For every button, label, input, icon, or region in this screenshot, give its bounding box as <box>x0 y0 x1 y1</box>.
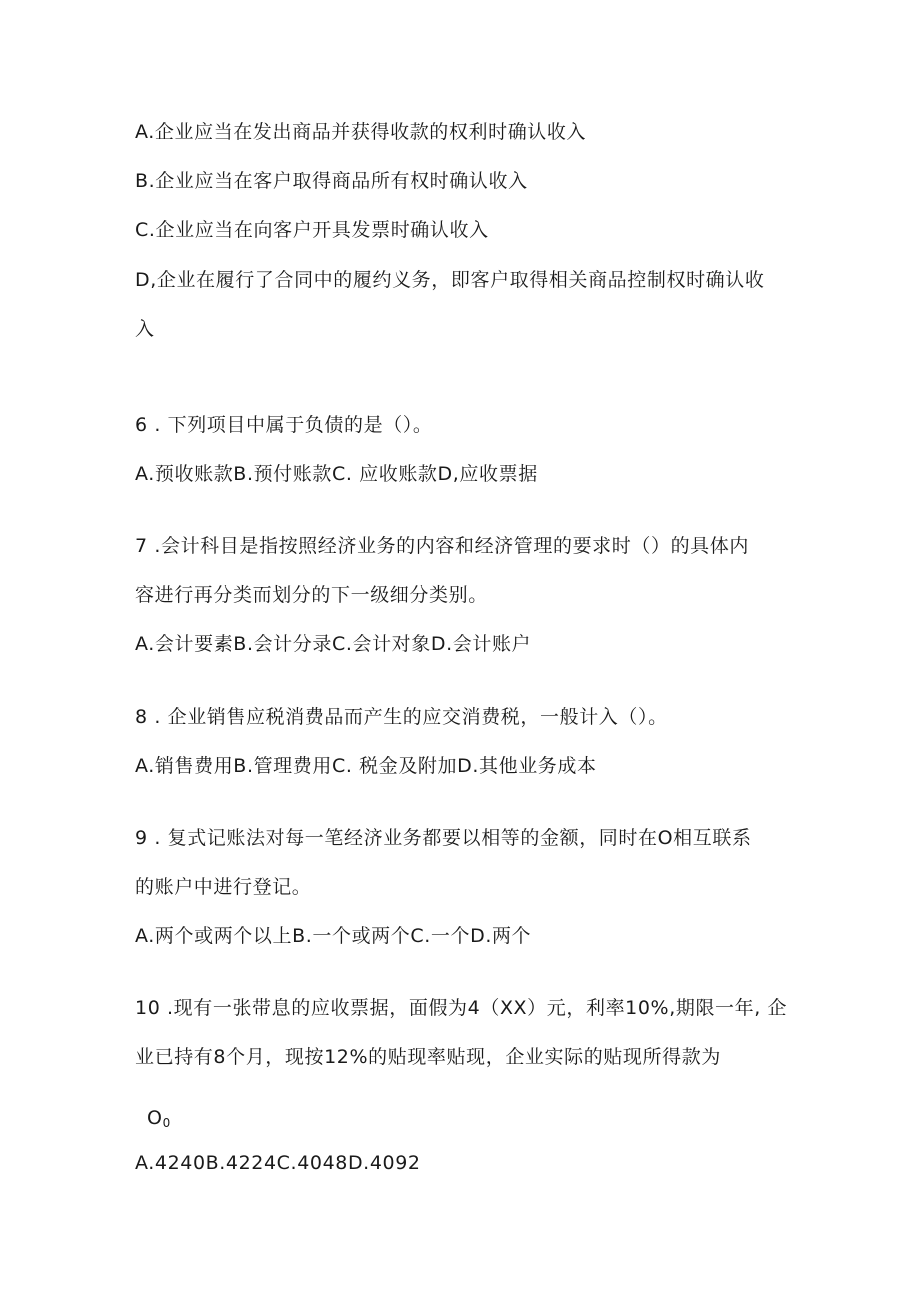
q9-stem-line1: 9 . 复式记账法对每一笔经济业务都要以相等的金额，同时在O相互联系 <box>135 827 752 849</box>
q5-option-d-line1: D,企业在履行了合同中的履约义务，即客户取得相关商品控制权时确认收 <box>135 269 765 291</box>
q10-answer-blank-sub: 0 <box>162 1116 171 1130</box>
q9-options: A.两个或两个以上B.一个或两个C.一个D.两个 <box>135 925 532 947</box>
q6-options: A.预收账款B.预付账款C. 应收账款D,应收票据 <box>135 463 538 485</box>
q8-stem: 8 . 企业销售应税消费品而产生的应交消费税，一般计入（）。 <box>135 706 668 728</box>
q7-stem-line2: 容进行再分类而划分的下一级细分类别。 <box>135 584 488 606</box>
q10-stem-line1: 10 .现有一张带息的应收票据，面假为4（XX）元，利率10%,期限一年, 企 <box>135 997 788 1019</box>
q10-answer-blank-main: O <box>147 1107 163 1129</box>
q5-option-c: C.企业应当在向客户开具发票时确认收入 <box>135 219 489 241</box>
q5-option-a: A.企业应当在发出商品并获得收款的权利时确认收入 <box>135 121 587 143</box>
q8-options: A.销售费用B.管理费用C. 税金及附加D.其他业务成本 <box>135 755 597 777</box>
q5-option-d-line2: 入 <box>135 318 155 340</box>
q7-options: A.会计要素B.会计分录C.会计对象D.会计账户 <box>135 633 532 655</box>
q9-stem-line2: 的账户中进行登记。 <box>135 876 312 898</box>
q10-answer-blank <box>147 1106 171 1135</box>
q5-option-b: B.企业应当在客户取得商品所有权时确认收入 <box>135 170 528 192</box>
q7-stem-line1: 7 .会计科目是指按照经济业务的内容和经济管理的要求时（）的具体内 <box>135 535 749 557</box>
q6-stem: 6 . 下列项目中属于负债的是（）。 <box>135 414 433 436</box>
q10-stem-line2: 业已持有8个月，现按12%的贴现率贴现，企业实际的贴现所得款为 <box>135 1046 721 1068</box>
q10-options: A.4240B.4224C.4048D.4092 <box>135 1152 421 1174</box>
